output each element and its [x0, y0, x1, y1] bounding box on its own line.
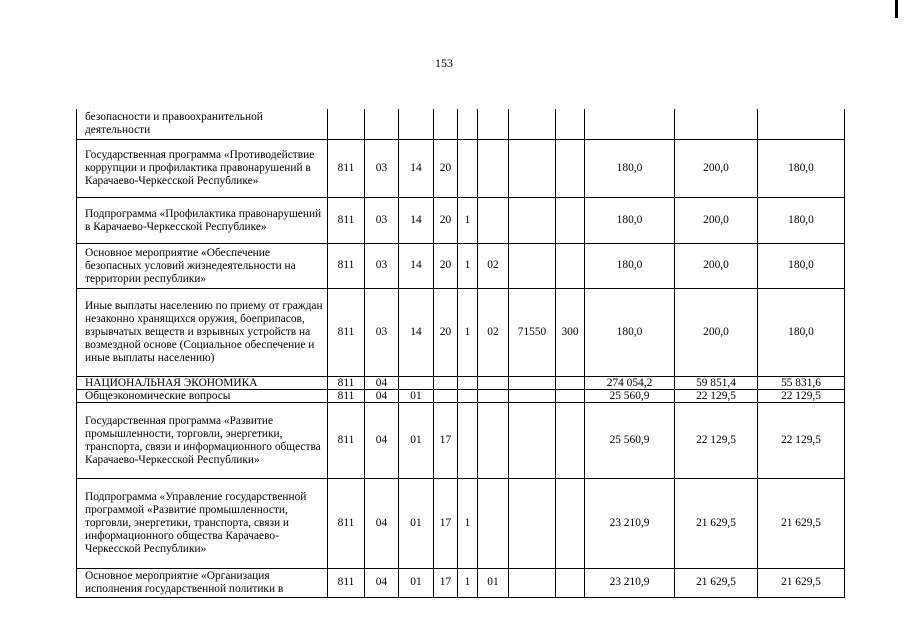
table-row [77, 288, 845, 376]
ministry-code: 811 [328, 478, 365, 568]
amount-2: 21 629,5 [675, 568, 758, 597]
amount-1 [585, 109, 675, 139]
row-name: Основное мероприятие «Обеспечение безопасных условий жизнедеятельности на территории республики» [77, 243, 328, 288]
subprogram-code [458, 109, 478, 139]
amount-2: 200,0 [675, 243, 758, 288]
ministry-code: 811 [328, 402, 365, 478]
table-row [77, 376, 845, 389]
section-code: 04 [365, 478, 399, 568]
subsection-code [399, 376, 434, 389]
amount-2: 22 129,5 [675, 389, 758, 402]
table-row [77, 197, 845, 243]
program-code [434, 109, 458, 139]
amount-3: 22 129,5 [758, 402, 845, 478]
direction-code [509, 139, 556, 197]
row-name: Государственная программа «Противодействие коррупции и профилактика правонарушений в Карачаево-Черкесской Республике» [77, 139, 328, 197]
activity-code [478, 478, 509, 568]
activity-code [478, 139, 509, 197]
program-code [434, 389, 458, 402]
page-number: 153 [435, 56, 453, 70]
program-code [434, 376, 458, 389]
expense-type-code [556, 478, 585, 568]
ministry-code [328, 109, 365, 139]
program-code: 20 [434, 139, 458, 197]
amount-1: 180,0 [585, 197, 675, 243]
activity-code: 02 [478, 243, 509, 288]
row-name: Подпрограмма «Профилактика правонарушений в Карачаево-Черкесской Республике» [77, 197, 328, 243]
scan-edge-mark [895, 0, 898, 18]
subprogram-code [458, 402, 478, 478]
expense-type-code [556, 243, 585, 288]
amount-3: 21 629,5 [758, 478, 845, 568]
direction-code [509, 478, 556, 568]
section-code: 03 [365, 243, 399, 288]
table-row [77, 389, 845, 402]
expense-type-code [556, 197, 585, 243]
amount-1: 180,0 [585, 139, 675, 197]
subsection-code: 01 [399, 568, 434, 597]
section-code [365, 109, 399, 139]
amount-1: 23 210,9 [585, 478, 675, 568]
amount-3 [758, 109, 845, 139]
subprogram-code: 1 [458, 568, 478, 597]
subprogram-code: 1 [458, 243, 478, 288]
ministry-code: 811 [328, 389, 365, 402]
amount-1: 180,0 [585, 243, 675, 288]
amount-1: 274 054,2 [585, 376, 675, 389]
row-name: Иные выплаты населению по приему от граждан незаконно хранящихся оружия, боеприпасов, взрывчатых веществ и взрывных устройств на возмездной основе (Социальное обеспечение и иные выплаты населению) [77, 288, 328, 376]
subsection-code: 14 [399, 243, 434, 288]
row-name: безопасности и правоохранительной деятельности [77, 109, 328, 139]
program-code: 17 [434, 568, 458, 597]
amount-3: 180,0 [758, 139, 845, 197]
amount-1: 180,0 [585, 288, 675, 376]
direction-code [509, 109, 556, 139]
row-name: Подпрограмма «Управление государственной программой «Развитие промышленности, торговли, энергетики, транспорта, связи и информационного общества Карачаево-Черкесской Республики» [77, 478, 328, 568]
expense-type-code [556, 376, 585, 389]
row-name: Общеэкономические вопросы [77, 389, 328, 402]
amount-2: 22 129,5 [675, 402, 758, 478]
direction-code [509, 376, 556, 389]
program-code: 20 [434, 243, 458, 288]
ministry-code: 811 [328, 197, 365, 243]
expense-type-code [556, 389, 585, 402]
amount-2: 200,0 [675, 139, 758, 197]
amount-2: 59 851,4 [675, 376, 758, 389]
ministry-code: 811 [328, 288, 365, 376]
program-code: 20 [434, 197, 458, 243]
subprogram-code: 1 [458, 288, 478, 376]
subprogram-code [458, 389, 478, 402]
direction-code [509, 243, 556, 288]
program-code: 17 [434, 478, 458, 568]
subprogram-code [458, 139, 478, 197]
amount-3: 180,0 [758, 288, 845, 376]
program-code: 17 [434, 402, 458, 478]
subsection-code: 14 [399, 288, 434, 376]
table-row [77, 139, 845, 197]
ministry-code: 811 [328, 139, 365, 197]
table-row [77, 109, 845, 139]
activity-code [478, 109, 509, 139]
amount-2: 200,0 [675, 197, 758, 243]
subsection-code: 14 [399, 197, 434, 243]
subprogram-code: 1 [458, 478, 478, 568]
amount-1: 25 560,9 [585, 402, 675, 478]
section-code: 03 [365, 197, 399, 243]
activity-code: 02 [478, 288, 509, 376]
amount-1: 23 210,9 [585, 568, 675, 597]
subsection-code: 01 [399, 402, 434, 478]
subsection-code: 01 [399, 389, 434, 402]
subsection-code: 14 [399, 139, 434, 197]
amount-2: 200,0 [675, 288, 758, 376]
direction-code [509, 197, 556, 243]
program-code: 20 [434, 288, 458, 376]
subprogram-code: 1 [458, 197, 478, 243]
ministry-code: 811 [328, 243, 365, 288]
budget-table [76, 109, 845, 598]
direction-code [509, 402, 556, 478]
direction-code [509, 389, 556, 402]
expense-type-code: 300 [556, 288, 585, 376]
section-code: 03 [365, 288, 399, 376]
table-row [77, 402, 845, 478]
activity-code [478, 389, 509, 402]
activity-code [478, 402, 509, 478]
section-code: 03 [365, 139, 399, 197]
amount-3: 180,0 [758, 243, 845, 288]
section-code: 04 [365, 376, 399, 389]
amount-3: 21 629,5 [758, 568, 845, 597]
amount-1: 25 560,9 [585, 389, 675, 402]
ministry-code: 811 [328, 568, 365, 597]
activity-code: 01 [478, 568, 509, 597]
expense-type-code [556, 109, 585, 139]
section-code: 04 [365, 389, 399, 402]
expense-type-code [556, 568, 585, 597]
subsection-code [399, 109, 434, 139]
section-code: 04 [365, 568, 399, 597]
row-name: Основное мероприятие «Организация исполнения государственной политики в [77, 568, 328, 597]
expense-type-code [556, 139, 585, 197]
amount-3: 55 831,6 [758, 376, 845, 389]
subprogram-code [458, 376, 478, 389]
ministry-code: 811 [328, 376, 365, 389]
subsection-code: 01 [399, 478, 434, 568]
amount-2 [675, 109, 758, 139]
expense-type-code [556, 402, 585, 478]
row-name: Государственная программа «Развитие промышленности, торговли, энергетики, транспорта, связи и информационного общества Карачаево-Черкесской Республики» [77, 402, 328, 478]
amount-3: 22 129,5 [758, 389, 845, 402]
activity-code [478, 197, 509, 243]
section-code: 04 [365, 402, 399, 478]
table-row [77, 568, 845, 597]
activity-code [478, 376, 509, 389]
amount-2: 21 629,5 [675, 478, 758, 568]
table-row [77, 243, 845, 288]
direction-code: 71550 [509, 288, 556, 376]
table-row [77, 478, 845, 568]
row-name: НАЦИОНАЛЬНАЯ ЭКОНОМИКА [77, 376, 328, 389]
direction-code [509, 568, 556, 597]
amount-3: 180,0 [758, 197, 845, 243]
